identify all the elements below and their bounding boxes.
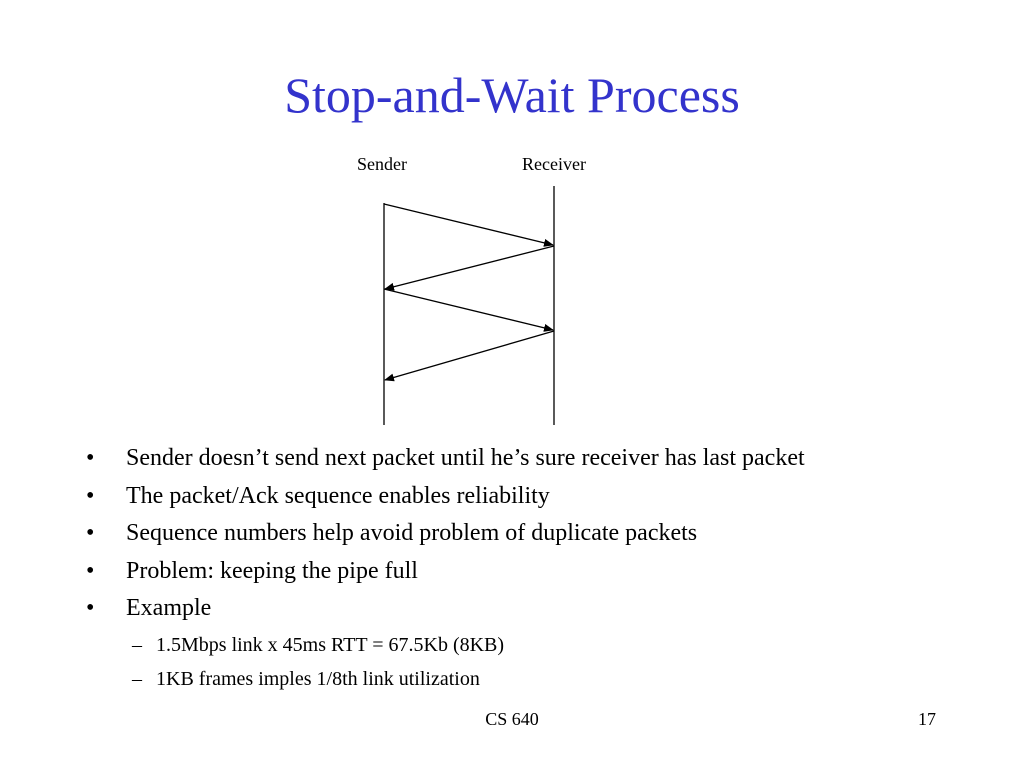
bullet-list xyxy=(86,440,986,696)
sub-bullet-item xyxy=(126,628,986,662)
slide-title: Stop-and-Wait Process xyxy=(284,67,740,123)
bullet-text: The packet/Ack sequence enables reliability xyxy=(126,482,550,509)
sub-bullet-text: 1.5Mbps link x 45ms RTT = 67.5Kb (8KB) xyxy=(156,633,505,656)
ack-arrow-1 xyxy=(385,246,554,289)
bullet-item xyxy=(86,478,986,516)
sub-bullet-marker: – xyxy=(132,667,142,690)
bullet-item xyxy=(86,440,986,478)
receiver-label: Receiver xyxy=(522,154,586,174)
sub-bullet-marker: – xyxy=(132,633,142,656)
packet-arrow-1 xyxy=(384,204,553,245)
bullet-item xyxy=(86,515,986,553)
bullet-marker: • xyxy=(86,445,95,471)
bullet-marker: • xyxy=(86,482,95,509)
footer-page-number: 17 xyxy=(918,709,936,729)
ack-arrow-2 xyxy=(385,331,554,380)
bullet-item xyxy=(86,590,986,696)
bullet-marker: • xyxy=(86,595,95,621)
bullet-text: Sequence numbers help avoid problem of duplicate packets xyxy=(126,520,698,546)
bullet-text: Problem: keeping the pipe full xyxy=(126,557,418,584)
bullet-marker: • xyxy=(86,520,95,546)
packet-arrow-2 xyxy=(384,289,553,330)
sub-bullet-item xyxy=(126,662,986,696)
bullet-text: Example xyxy=(126,595,212,621)
sub-bullet-text: 1KB frames imples 1/8th link utilization xyxy=(156,667,480,690)
sub-bullet-list xyxy=(126,628,986,696)
bullet-text: Sender doesn’t send next packet until he’s sure receiver has last packet xyxy=(126,445,805,471)
bullet-item xyxy=(86,553,986,591)
sender-label: Sender xyxy=(357,154,407,174)
footer-course: CS 640 xyxy=(485,709,539,729)
bullet-marker: • xyxy=(86,557,95,584)
